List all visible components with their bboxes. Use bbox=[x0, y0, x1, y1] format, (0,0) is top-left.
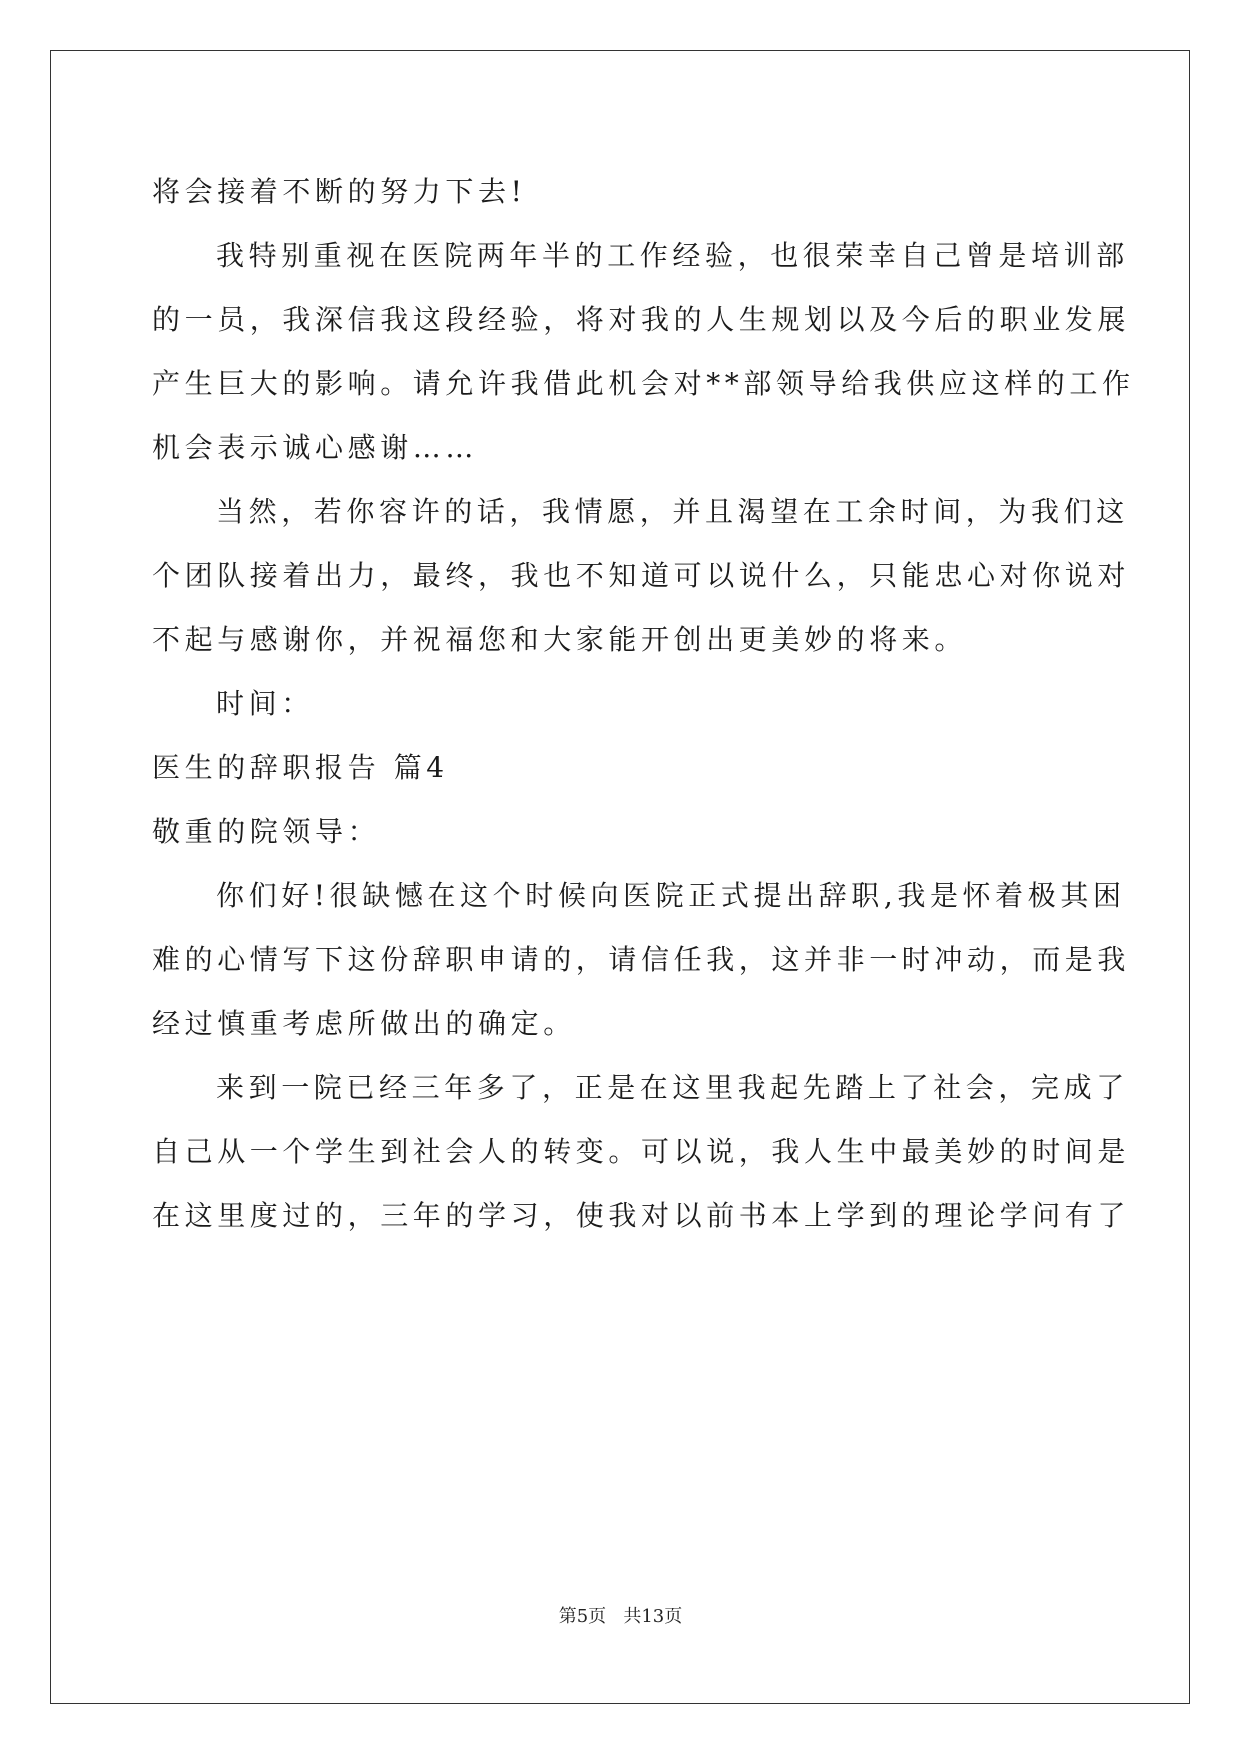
text-line: 时间： bbox=[216, 687, 314, 720]
section-heading: 医生的辞职报告 篇4 bbox=[152, 751, 449, 784]
text-line: 将会接着不断的努力下去! bbox=[152, 175, 527, 208]
text-line: 在这里度过的，三年的学习，使我对以前书本上学到的理论学问有了 bbox=[152, 1199, 1131, 1232]
page-number-footer: 第5页 共13页 bbox=[558, 1606, 683, 1627]
text-line: 不起与感谢你，并祝福您和大家能开创出更美妙的将来。 bbox=[152, 623, 968, 656]
text-line: 当然，若你容许的话，我情愿，并且渴望在工余时间，为我们这 bbox=[216, 495, 1129, 528]
salutation: 敬重的院领导： bbox=[152, 815, 381, 848]
text-line: 我特别重视在医院两年半的工作经验，也很荣幸自己曾是培训部 bbox=[216, 239, 1129, 272]
text-line: 你们好!很缺憾在这个时候向医院正式提出辞职,我是怀着极其困 bbox=[216, 879, 1126, 912]
text-line: 来到一院已经三年多了，正是在这里我起先踏上了社会，完成了 bbox=[216, 1071, 1129, 1104]
text-line: 的一员，我深信我这段经验，将对我的人生规划以及今后的职业发展 bbox=[152, 303, 1131, 336]
document-body bbox=[152, 160, 1135, 1248]
text-line: 自己从一个学生到社会人的转变。可以说，我人生中最美妙的时间是 bbox=[152, 1135, 1131, 1168]
text-line: 机会表示诚心感谢…… bbox=[152, 431, 479, 464]
text-line: 难的心情写下这份辞职申请的，请信任我，这并非一时冲动，而是我 bbox=[152, 943, 1131, 976]
text-line: 产生巨大的影响。请允许我借此机会对**部领导给我供应这样的工作 bbox=[152, 367, 1135, 400]
text-line: 个团队接着出力，最终，我也不知道可以说什么，只能忠心对你说对 bbox=[152, 559, 1131, 592]
text-line: 经过慎重考虑所做出的确定。 bbox=[152, 1007, 576, 1040]
